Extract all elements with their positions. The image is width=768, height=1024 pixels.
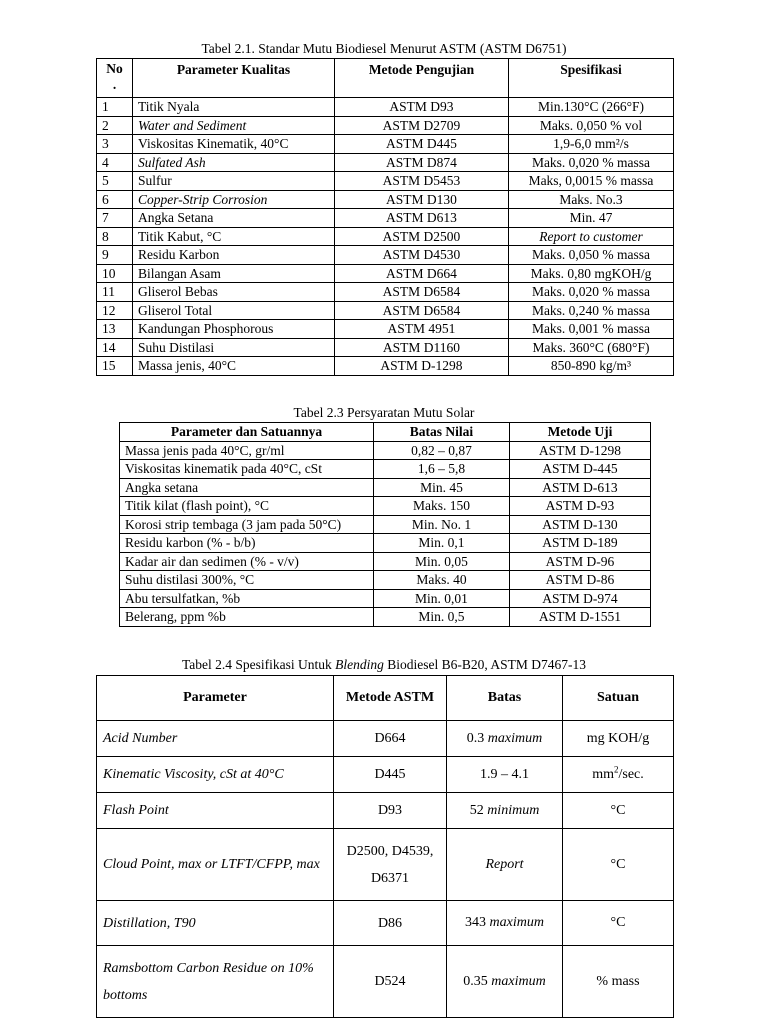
limit-qualifier: maximum	[491, 973, 546, 989]
row-limit: 0,82 – 0,87	[374, 441, 510, 460]
unit-base: mm	[592, 766, 614, 782]
col-header-test-method: Metode Uji	[510, 423, 651, 442]
row-method: ASTM D1160	[335, 338, 509, 357]
table-row	[97, 793, 674, 829]
table-row	[97, 946, 674, 1018]
table-row	[120, 608, 651, 627]
row-unit: % mass	[563, 946, 674, 1018]
row-number: 6	[97, 190, 133, 209]
row-astm-method: D2500, D4539, D6371	[334, 829, 447, 901]
table-row	[97, 172, 674, 191]
limit-qualifier: Report	[485, 856, 524, 872]
row-spec: Maks. 0,020 % massa	[509, 153, 674, 172]
row-astm-method: D664	[334, 721, 447, 757]
row-method: ASTM 4951	[335, 320, 509, 339]
limit-qualifier: maximum	[489, 915, 544, 930]
col-header-astm-method: Metode ASTM	[334, 676, 447, 721]
col-header-unit: Satuan	[563, 676, 674, 721]
row-limit: 1,6 – 5,8	[374, 460, 510, 479]
row-method: ASTM D664	[335, 264, 509, 283]
row-spec: Report to customer	[509, 227, 674, 246]
row-method: ASTM D130	[335, 190, 509, 209]
row-spec: Maks. 0,80 mgKOH/g	[509, 264, 674, 283]
row-limit: Maks. 40	[374, 571, 510, 590]
unit-superscript: 2	[614, 763, 619, 774]
table-astm-d6751	[96, 58, 674, 376]
col-header-limit: Batas	[447, 676, 563, 721]
table-row	[97, 301, 674, 320]
row-test-method: ASTM D-130	[510, 515, 651, 534]
row-parameter: Water and Sediment	[133, 116, 335, 135]
table-row	[97, 757, 674, 793]
table-row	[97, 829, 674, 901]
row-limit: Min. 0,1	[374, 534, 510, 553]
table1-caption: Tabel 2.1. Standar Mutu Biodiesel Menurut ASTM (ASTM D6751)	[201, 41, 567, 56]
table-row	[120, 552, 651, 571]
table3-caption: Tabel 2.4 Spesifikasi Untuk Blending Biodiesel B6-B20, ASTM D7467-13	[181, 657, 587, 672]
table-solar-requirements	[119, 422, 651, 627]
row-method: ASTM D5453	[335, 172, 509, 191]
table1-header-row	[97, 59, 674, 98]
row-test-method: ASTM D-974	[510, 589, 651, 608]
table-row	[120, 478, 651, 497]
row-method: ASTM D4530	[335, 246, 509, 265]
row-astm-method: D524	[334, 946, 447, 1018]
table-blending-b6-b20	[96, 675, 674, 1018]
row-method: ASTM D445	[335, 135, 509, 154]
row-spec: Maks. 360°C (680°F)	[509, 338, 674, 357]
row-spec: 850-890 kg/m³	[509, 357, 674, 376]
row-limit: Min. 45	[374, 478, 510, 497]
row-spec: Maks, 0,0015 % massa	[509, 172, 674, 191]
row-number: 9	[97, 246, 133, 265]
row-parameter: Korosi strip tembaga (3 jam pada 50°C)	[120, 515, 374, 534]
row-test-method: ASTM D-613	[510, 478, 651, 497]
limit-value: 343	[465, 915, 487, 930]
row-spec: Min. 47	[509, 209, 674, 228]
row-number: 15	[97, 357, 133, 376]
row-parameter: Kandungan Phosphorous	[133, 320, 335, 339]
row-number: 11	[97, 283, 133, 302]
row-method: ASTM D2709	[335, 116, 509, 135]
row-number: 8	[97, 227, 133, 246]
row-parameter: Angka Setana	[133, 209, 335, 228]
row-method: ASTM D93	[335, 98, 509, 117]
table-row	[120, 571, 651, 590]
row-number: 2	[97, 116, 133, 135]
row-number: 10	[97, 264, 133, 283]
table-row	[97, 135, 674, 154]
col-header-parameter: Parameter	[97, 676, 334, 721]
row-astm-method: D445	[334, 757, 447, 793]
row-method: ASTM D2500	[335, 227, 509, 246]
row-spec: Maks. 0,240 % massa	[509, 301, 674, 320]
row-number: 13	[97, 320, 133, 339]
row-spec: Maks. 0,001 % massa	[509, 320, 674, 339]
table-row	[97, 264, 674, 283]
row-test-method: ASTM D-1551	[510, 608, 651, 627]
row-spec: Min.130°C (266°F)	[509, 98, 674, 117]
table-row	[120, 534, 651, 553]
table-row	[120, 589, 651, 608]
table-row	[97, 357, 674, 376]
row-spec: Maks. 0,050 % massa	[509, 246, 674, 265]
row-parameter: Residu karbon (% - b/b)	[120, 534, 374, 553]
row-parameter: Distillation, T90	[97, 901, 334, 946]
row-parameter: Suhu distilasi 300%, °C	[120, 571, 374, 590]
table2-caption: Tabel 2.3 Persyaratan Mutu Solar	[293, 405, 475, 420]
table-row	[120, 441, 651, 460]
table-row	[97, 338, 674, 357]
table-row	[97, 116, 674, 135]
row-unit: °C	[563, 829, 674, 901]
row-limit: Min. 0,5	[374, 608, 510, 627]
row-limit: Maks. 150	[374, 497, 510, 516]
limit-value: 0.3	[466, 730, 485, 746]
table-row	[120, 497, 651, 516]
table3-header-row	[97, 676, 674, 721]
row-unit: °C	[563, 901, 674, 946]
row-unit: mg KOH/g	[563, 721, 674, 757]
row-parameter: Kinematic Viscosity, cSt at 40°C	[97, 757, 334, 793]
row-test-method: ASTM D-445	[510, 460, 651, 479]
col-header-spec: Spesifikasi	[509, 59, 674, 98]
table-row	[97, 190, 674, 209]
table-row	[97, 209, 674, 228]
row-parameter: Suhu Distilasi	[133, 338, 335, 357]
col-header-parameter-unit: Parameter dan Satuannya	[120, 423, 374, 442]
row-limit	[447, 829, 563, 901]
limit-value: 0.35	[463, 973, 488, 989]
col-header-parameter: Parameter Kualitas	[133, 59, 335, 98]
row-number: 7	[97, 209, 133, 228]
row-parameter: Sulfur	[133, 172, 335, 191]
row-limit	[447, 721, 563, 757]
row-limit: Min. No. 1	[374, 515, 510, 534]
table-row	[97, 246, 674, 265]
table-row	[97, 283, 674, 302]
table-row	[97, 320, 674, 339]
row-limit	[447, 793, 563, 829]
table-row	[120, 515, 651, 534]
row-method: ASTM D613	[335, 209, 509, 228]
row-unit: °C	[563, 793, 674, 829]
row-number: 14	[97, 338, 133, 357]
row-number: 3	[97, 135, 133, 154]
col-header-method: Metode Pengujian	[335, 59, 509, 98]
row-parameter: Angka setana	[120, 478, 374, 497]
row-test-method: ASTM D-93	[510, 497, 651, 516]
row-spec: Maks. 0,020 % massa	[509, 283, 674, 302]
unit-rest: /sec.	[618, 766, 644, 782]
row-limit	[447, 901, 563, 946]
col-header-limit: Batas Nilai	[374, 423, 510, 442]
row-parameter: Flash Point	[97, 793, 334, 829]
row-spec: Maks. 0,050 % vol	[509, 116, 674, 135]
row-parameter: Residu Karbon	[133, 246, 335, 265]
row-limit	[447, 757, 563, 793]
row-number: 4	[97, 153, 133, 172]
row-parameter: Kadar air dan sedimen (% - v/v)	[120, 552, 374, 571]
row-spec: 1,9-6,0 mm²/s	[509, 135, 674, 154]
row-test-method: ASTM D-96	[510, 552, 651, 571]
row-limit: Min. 0,05	[374, 552, 510, 571]
row-test-method: ASTM D-189	[510, 534, 651, 553]
limit-value: 52	[469, 802, 484, 818]
row-parameter: Titik kilat (flash point), °C	[120, 497, 374, 516]
row-limit	[447, 946, 563, 1018]
row-astm-method: D86	[334, 901, 447, 946]
table-row	[97, 227, 674, 246]
row-parameter: Acid Number	[97, 721, 334, 757]
table2-header-row	[120, 423, 651, 442]
table-row	[97, 153, 674, 172]
row-limit: Min. 0,01	[374, 589, 510, 608]
table-row	[97, 98, 674, 117]
row-method: ASTM D6584	[335, 301, 509, 320]
row-parameter: Gliserol Bebas	[133, 283, 335, 302]
limit-qualifier: minimum	[487, 802, 540, 818]
row-parameter: Massa jenis, 40°C	[133, 357, 335, 376]
row-unit	[563, 757, 674, 793]
row-number: 1	[97, 98, 133, 117]
row-test-method: ASTM D-86	[510, 571, 651, 590]
row-method: ASTM D-1298	[335, 357, 509, 376]
row-number: 5	[97, 172, 133, 191]
row-parameter: Belerang, ppm %b	[120, 608, 374, 627]
row-parameter: Cloud Point, max or LTFT/CFPP, max	[97, 829, 334, 901]
row-parameter: Viskositas Kinematik, 40°C	[133, 135, 335, 154]
row-astm-method: D93	[334, 793, 447, 829]
row-parameter: Titik Nyala	[133, 98, 335, 117]
row-method: ASTM D6584	[335, 283, 509, 302]
limit-value: 1.9 – 4.1	[480, 766, 529, 782]
row-number: 12	[97, 301, 133, 320]
row-test-method: ASTM D-1298	[510, 441, 651, 460]
row-parameter: Gliserol Total	[133, 301, 335, 320]
row-method: ASTM D874	[335, 153, 509, 172]
table-row	[97, 721, 674, 757]
row-parameter: Massa jenis pada 40°C, gr/ml	[120, 441, 374, 460]
row-spec: Maks. No.3	[509, 190, 674, 209]
limit-qualifier: maximum	[487, 730, 543, 746]
row-parameter: Titik Kabut, °C	[133, 227, 335, 246]
col-header-no: No .	[97, 59, 133, 98]
row-parameter: Copper-Strip Corrosion	[133, 190, 335, 209]
row-parameter: Viskositas kinematik pada 40°C, cSt	[120, 460, 374, 479]
table-row	[97, 901, 674, 946]
row-parameter: Sulfated Ash	[133, 153, 335, 172]
row-parameter: Bilangan Asam	[133, 264, 335, 283]
table-row	[120, 460, 651, 479]
row-parameter: Abu tersulfatkan, %b	[120, 589, 374, 608]
row-parameter: Ramsbottom Carbon Residue on 10% bottoms	[97, 946, 334, 1018]
